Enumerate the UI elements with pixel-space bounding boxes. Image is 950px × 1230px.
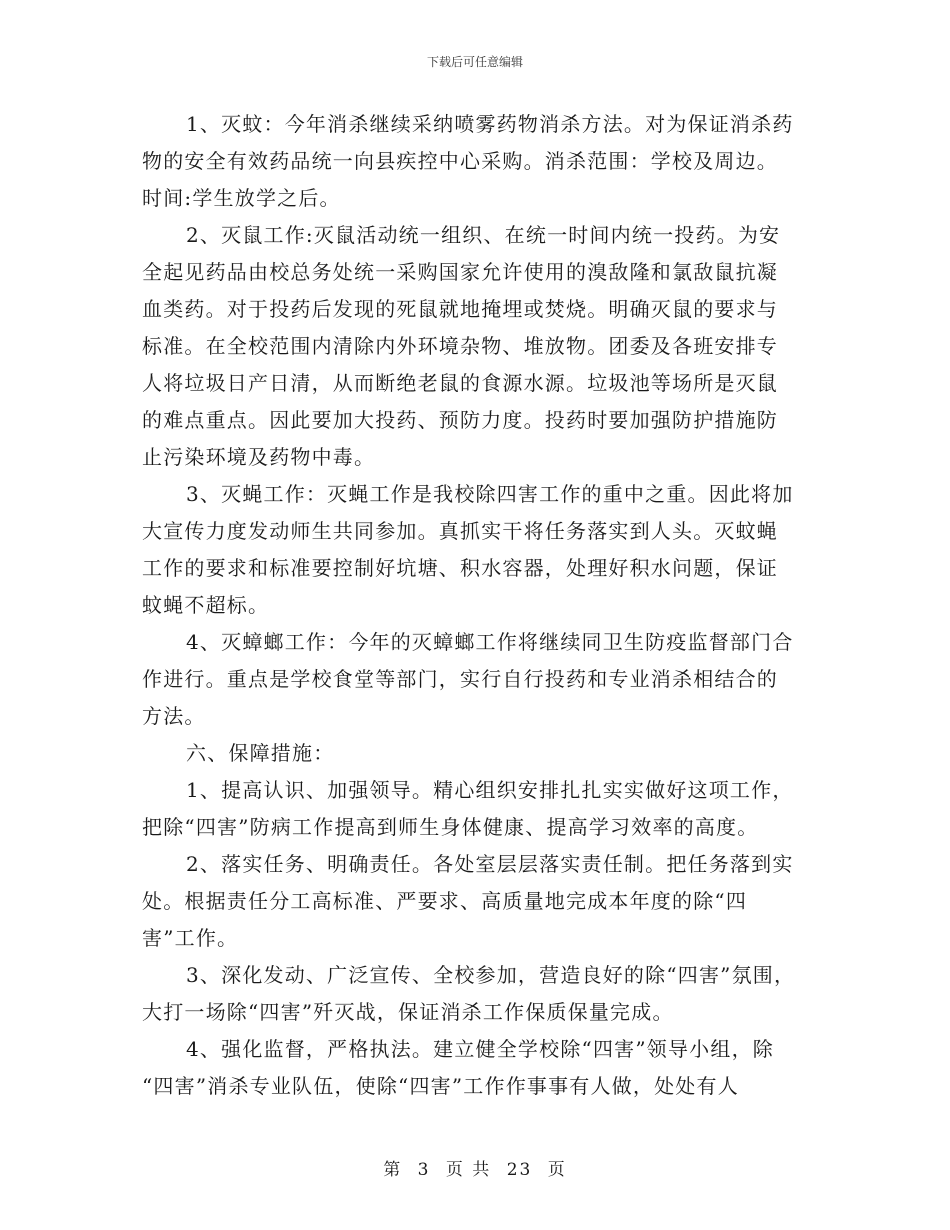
text-line: 把除“四害”防病工作提高到师生身体健康、提高学习效率的高度。: [142, 815, 759, 839]
text-line: 物的安全有效药品统一向县疾控中心采购。消杀范围：学校及周边。: [142, 149, 778, 173]
text-line: 1、灭蚊：今年消杀继续采纳喷雾药物消杀方法。对为保证消杀药: [186, 112, 794, 136]
text-line: 时间:学生放学之后。: [142, 186, 341, 210]
text-line: 止污染环境及药物中毒。: [142, 445, 376, 469]
text-line: 3、深化发动、广泛宣传、全校参加，营造良好的除“四害”氛围，: [186, 963, 796, 987]
footer-prefix: 第: [383, 1160, 403, 1180]
text-line: 大打一场除“四害”歼灭战，保证消杀工作保质保量完成。: [142, 1000, 674, 1024]
page-header-note: 下载后可任意编辑: [426, 55, 523, 69]
current-page-number: 3: [417, 1160, 431, 1180]
text-line: 作进行。重点是学校食堂等部门，实行自行投药和专业消杀相结合的: [142, 667, 778, 691]
page-footer: [0, 1155, 950, 1180]
text-line: 3、灭蝇工作：灭蝇工作是我校除四害工作的重中之重。因此将加: [186, 482, 794, 506]
text-line: 大宣传力度发动师生共同参加。真抓实干将任务落实到人头。灭蚊蝇: [142, 519, 778, 543]
text-line: 4、强化监督，严格执法。建立健全学校除“四害”领导小组，除: [186, 1037, 774, 1061]
text-line: 害”工作。: [142, 926, 239, 950]
text-line: 全起见药品由校总务处统一采购国家允许使用的溴敌隆和氯敌鼠抗凝: [142, 260, 778, 284]
text-line: “四害”消杀专业队伍，使除“四害”工作作事事有人做，处处有人: [142, 1074, 739, 1098]
text-line: 蚊蝇不超标。: [142, 593, 270, 617]
total-pages-number: 23: [506, 1160, 533, 1180]
text-line: 工作的要求和标准要控制好坑塘、积水容器，处理好积水问题，保证: [142, 556, 778, 580]
text-line: 处。根据责任分工高标准、严要求、高质量地完成本年度的除“四: [142, 889, 748, 913]
footer-middle: 页 共: [445, 1160, 492, 1180]
footer-suffix: 页: [547, 1160, 567, 1180]
text-line: 人将垃圾日产日清，从而断绝老鼠的食源水源。垃圾池等场所是灭鼠: [142, 371, 778, 395]
text-line: 方法。: [142, 704, 206, 728]
text-line: 2、灭鼠工作:灭鼠活动统一组织、在统一时间内统一投药。为安: [186, 223, 781, 247]
text-line: 标准。在全校范围内清除内外环境杂物、堆放物。团委及各班安排专: [142, 334, 778, 358]
text-line: 4、灭蟑螂工作：今年的灭蟑螂工作将继续同卫生防疫监督部门合: [186, 630, 794, 654]
section-heading: 六、保障措施：: [186, 741, 335, 765]
text-line: 血类药。对于投药后发现的死鼠就地掩埋或焚烧。明确灭鼠的要求与: [142, 297, 778, 321]
text-line: 的难点重点。因此要加大投药、预防力度。投药时要加强防护措施防: [142, 408, 778, 432]
text-line: 2、落实任务、明确责任。各处室层层落实责任制。把任务落到实: [186, 852, 794, 876]
text-line: 1、提高认识、加强领导。精心组织安排扎扎实实做好这项工作，: [186, 778, 794, 802]
